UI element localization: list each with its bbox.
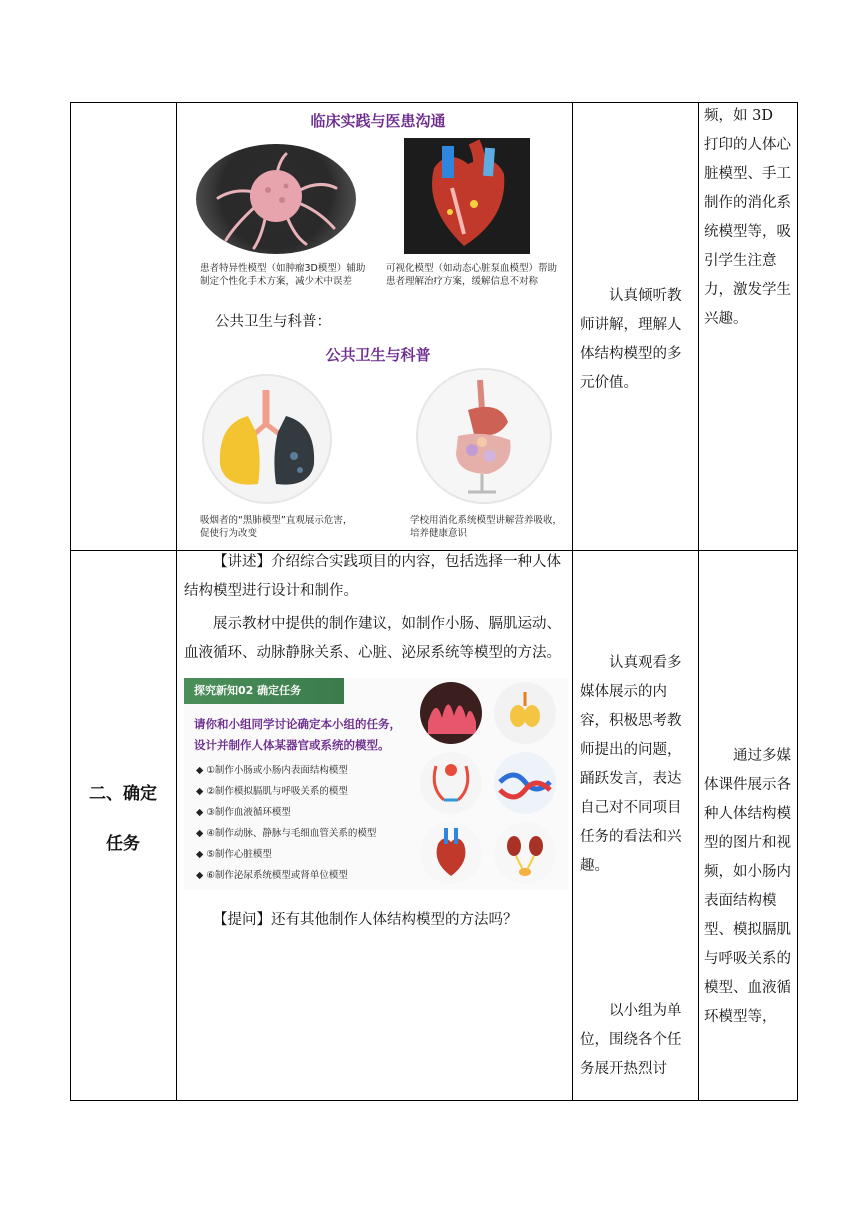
table-border-top	[70, 102, 798, 103]
design-intent-row2: 通过多媒体课件展示各种人体结构模型的图片和视频，如小肠内表面结构模型、模拟膈肌与呼吸关系的模型、血液循环模型等，	[704, 748, 791, 1025]
caption-digestive-model: 学校用消化系统模型讲解营养吸收，培养健康意识	[410, 515, 563, 539]
table-border-left	[70, 102, 71, 1101]
vessel-model-image	[494, 752, 556, 814]
table-border-right	[797, 102, 798, 1101]
caption-heart-model: 可视化模型（如动态心脏泵血模型）帮助患者理解治疗方案，缓解信息不对称	[386, 263, 558, 287]
student-activity-row1: 认真倾听教师讲解，理解人体结构模型的多元价值。	[580, 288, 682, 391]
heart-model-image	[420, 822, 482, 884]
tumor-3d-model-image	[196, 144, 356, 254]
digestive-system-model-image	[418, 370, 550, 502]
clinical-practice-card	[190, 108, 566, 304]
blood-circulation-model-image	[420, 752, 482, 814]
urinary-model-image	[494, 822, 556, 884]
card-title: 临床实践与医患沟通	[310, 112, 446, 130]
task-item: ◆ ②制作模拟膈肌与呼吸关系的模型	[196, 786, 348, 797]
lesson-plan-table	[70, 102, 798, 1101]
public-health-label: 公共卫生与科普：	[215, 314, 331, 330]
section-title-text: 二、确定任务	[89, 784, 157, 854]
lecture-paragraph: 【讲述】介绍综合实践项目的内容，包括选择一种人体结构模型进行设计和制作。	[184, 554, 561, 599]
question-paragraph: 【提问】还有其他制作人体结构模型的方法吗？	[213, 912, 518, 928]
heart-pump-model-image	[404, 138, 530, 254]
demo-paragraph: 展示教材中提供的制作建议，如制作小肠、膈肌运动、血液循环、动脉静脉关系、心脏、泌尿系统等模型的方法。	[184, 616, 561, 661]
caption-black-lung: 吸烟者的“黑肺模型”直观展示危害，促使行为改变	[200, 515, 353, 539]
caption-tumor-model: 患者特异性模型（如肿瘤3D模型）辅助制定个性化手术方案，减少术中误差	[200, 263, 366, 287]
task-banner: 探究新知02 确定任务	[184, 678, 344, 704]
public-health-card	[190, 340, 566, 540]
column-divider	[572, 102, 573, 1101]
task-slide-image	[184, 678, 568, 890]
column-divider	[176, 102, 177, 1101]
task-item: ◆ ④制作动脉、静脉与毛细血管关系的模型	[196, 828, 377, 839]
task-item: ◆ ⑤制作心脏模型	[196, 849, 272, 860]
intestine-model-image	[420, 682, 482, 744]
table-border-bottom	[70, 1100, 798, 1101]
column-divider	[698, 102, 699, 1101]
card-title: 公共卫生与科普	[325, 346, 431, 364]
student-activity-row2-discussion: 以小组为单位，围绕各个任务展开热烈讨	[580, 1003, 682, 1077]
task-item: ◆ ③制作血液循环模型	[196, 807, 291, 818]
student-activity-row2: 认真观看多媒体展示的内容，积极思考教师提出的问题，踊跃发言，表达自己对不同项目任务的看法和兴趣。	[580, 655, 682, 874]
task-item: ◆ ⑥制作泌尿系统模型或肾单位模型	[196, 870, 348, 881]
task-item: ◆ ①制作小肠或小肠内表面结构模型	[196, 765, 348, 776]
diaphragm-model-image	[494, 682, 556, 744]
task-lead-text: 请你和小组同学讨论确定本小组的任务，设计并制作人体某器官或系统的模型。	[194, 717, 401, 752]
section-title	[70, 769, 176, 869]
design-intent-row1: 频，如 3D 打印的人体心脏模型、手工制作的消化系统模型等，吸引学生注意力，激发学生兴趣。	[704, 108, 791, 327]
black-lung-model-image	[204, 376, 330, 502]
